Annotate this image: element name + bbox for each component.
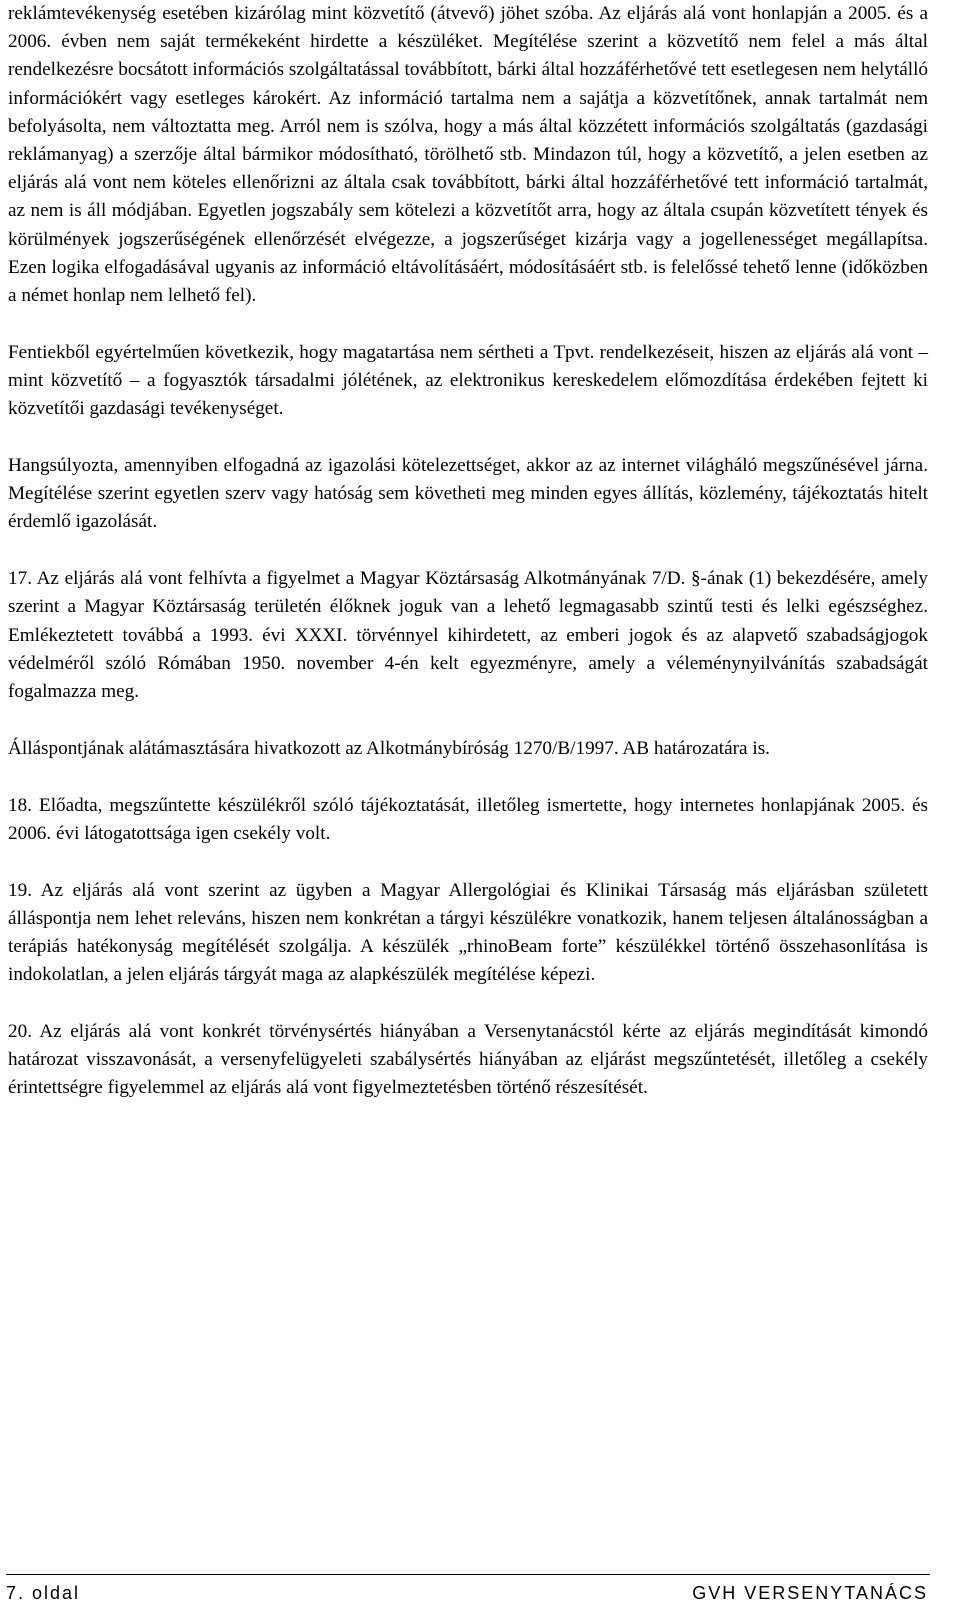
paragraph-emphasis: Hangsúlyozta, amennyiben elfogadná az igazolási kötelezettséget, akkor az az internet világháló megszűnésével járna. Megítélése szerint egyetlen szerv vagy hatóság sem követheti meg minden egyes állítás, közlemény, tájékoztatás hitelt érdemlő igazolását. [8,455,928,533]
paragraph-19: 19. Az eljárás alá vont szerint az ügyben a Magyar Allergológiai és Klinikai Társaság más eljárásban született álláspontja nem lehet releváns, hiszen nem konkrétan a tárgyi készülékre vonatkozik, hanem teljesen általánosságban a terápiás hatékonyság megítélését szolgálja. A készülék „rhinoBeam forte” készülékkel történő összehasonlítása is indokolatlan, a jelen eljárás tárgyát maga az alapkészülék megítélése képezi. [8,879,928,986]
paragraph-conclusion: Fentiekből egyértelműen következik, hogy magatartása nem sértheti a Tpvt. rendelkezéseit, hiszen az eljárás alá vont – mint közvetítő – a fogyasztók társadalmi jólétének, az elektronikus kereskedelem előmozdítása érdekében fejtett ki közvetítői gazdasági tevékenységet. [8,341,928,420]
paragraph-20: 20. Az eljárás alá vont konkrét törvénysértés hiányában a Versenytanácstól kérte az eljárás megindítását kimondó határozat visszavonását, a versenyfelügyeleti szabálysértés hiányában az eljárást megszűntetését, illetőleg a csekély érintettségre figyelemmel az eljárás alá vont figyelmeztetésben történő részesítését. [8,1021,928,1099]
paragraph-18: 18. Előadta, megszűntette készülékről szóló tájékoztatását, illetőleg ismertette, hogy internetes honlapjának 2005. és 2006. évi látogatottsága igen csekély volt. [8,794,928,844]
paragraph-position-support: Álláspontjának alátámasztására hivatkozott az Alkotmánybíróság 1270/B/1997. AB határozatára is. [8,737,770,759]
document-body [8,0,928,1131]
paragraph-17: 17. Az eljárás alá vont felhívta a figyelmet a Magyar Köztársaság Alkotmányának 7/D. §-ának (1) bekezdésére, amely szerint a Magyar Köztársaság területén élőknek joguk van a lehető legmagasabb szintű testi és lelki egészséghez. Emlékeztetett továbbá a 1993. évi XXXI. törvénnyel kihirdetett, az emberi jogok és az alapvető szabadságjogok védelméről szóló Rómában 1950. november 4-én kelt egyezményre, amely a véleménynyilvánítás szabadságát fogalmazza meg. [8,568,928,703]
paragraph-continuation: reklámtevékenység esetében kizárólag mint közvetítő (átvevő) jöhet szóba. Az eljárás alá vont honlapján a 2005. és a 2006. évben nem saját termékeként hirdette a készüléket. Megítélése szerint a közvetítő nem felel a más által rendelkezésre bocsátott információs szolgáltatással továbbított, bárki által hozzáférhetővé tett esetlegesen nem helytálló információkért vagy esetleges károkért. Az információ tartalma nem a sajátja a közvetítőnek, annak tartalmát nem befolyásolta, nem változtatta meg. Arról nem is szólva, hogy a más által közzétett információs szolgáltatás (gazdasági reklámanyag) a szerzője által bármikor módosítható, törölhető stb. Mindazon túl, hogy a közvetítő, a jelen esetben az eljárás alá vont nem köteles ellenőrizni az általa csak továbbított, bárki által hozzáférhetővé tett információ tartalmát, az nem is áll módjában. Egyetlen jogszabály sem kötelezi a közvetítőt arra, hogy az általa csupán közvetített tények és körülmények jogszerűségének ellenőrzését elvégezze, a jogszerűséget kizárja vagy a jogellenességet megállapítsa. Ezen logika elfogadásával ugyanis az információ eltávolításáért, módosításáért stb. is felelőssé tehető lenne (időközben a német honlap nem lelhető fel). [8,3,928,307]
footer-page-number: 7. oldal [6,1583,81,1603]
footer-organization: GVH VERSENYTANÁCS [692,1583,928,1603]
footer-divider [6,1574,930,1575]
